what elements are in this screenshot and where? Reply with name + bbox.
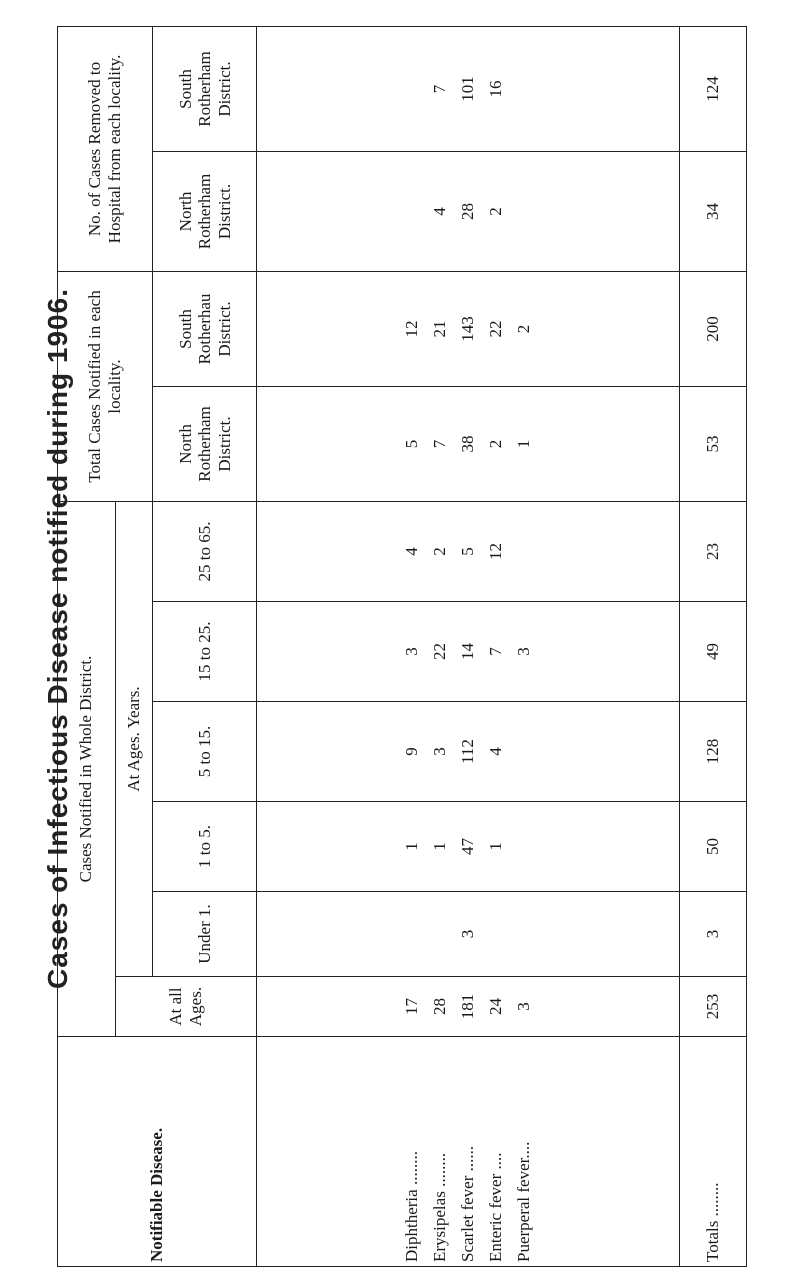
cell-value: 24 [486,998,506,1015]
header-total-south: South Rotherhau District. [153,271,257,386]
cell-value: 14 [458,643,478,660]
cell-value: 2 [486,207,506,216]
cell-value [430,896,450,972]
cell-value: 5 [458,547,478,556]
cell-value: 16 [486,80,506,98]
col-age-1-5 [257,802,679,892]
cell-value: 22 [486,320,506,338]
total-locality-south: 200 [679,271,746,386]
header-whole-district: Cases Notified in Whole District. [58,501,116,1036]
header-age-5-15: 5 to 15. [153,702,257,802]
disease-puerperal-fever: Puerperal fever.... [514,1141,534,1262]
cell-value: 21 [430,320,450,338]
disease-list [402,1041,534,1262]
cell-value: 112 [458,739,478,764]
cell-value: 101 [458,76,478,102]
disease-scarlet-fever: Scarlet fever ...... [458,1145,478,1262]
col-age-15-25 [257,602,679,702]
col-all-ages [257,977,679,1037]
cell-value [486,896,506,972]
totals-label: Totals ........ [679,1037,746,1267]
cell-value: 1 [486,842,506,851]
cell-value [514,896,534,972]
infectious-disease-table [57,26,747,1267]
total-age-25-65: 23 [679,501,746,601]
cell-value: 3 [402,647,422,656]
cell-value: 2 [430,547,450,556]
header-removed-hospital: No. of Cases Removed to Hospital from each locality. [58,26,153,271]
cell-value: 3 [514,647,534,656]
header-age-1-5: 1 to 5. [153,802,257,892]
total-age-15-25: 49 [679,602,746,702]
total-age-5-15: 128 [679,702,746,802]
header-notifiable-disease: Notifiable Disease. [58,1037,257,1267]
cell-value: 7 [430,439,450,449]
disease-list-cell [257,1037,679,1267]
header-total-locality: Total Cases Notified in each locality. [58,271,153,501]
header-age-15-25: 15 to 25. [153,602,257,702]
cell-value: 28 [458,202,478,220]
disease-diphtheria: Diphtheria ........ [402,1151,422,1262]
cell-value: 12 [486,543,506,560]
cell-value: 1 [402,842,422,851]
col-hospital-south [257,26,679,151]
cell-value: 1 [514,439,534,449]
total-locality-north: 53 [679,386,746,501]
cell-value: 1 [430,842,450,851]
col-hospital-north [257,151,679,271]
cell-value: 38 [458,435,478,453]
total-all-ages: 253 [679,977,746,1037]
cell-value: 7 [430,84,450,94]
cell-value: 4 [430,207,450,216]
header-under-1: Under 1. [153,892,257,977]
cell-value: 12 [402,320,422,338]
cell-value: 28 [430,998,450,1015]
header-at-all-ages: At all Ages. [115,977,257,1037]
cell-value: 9 [402,747,422,756]
col-under-1 [257,892,679,977]
cell-value [402,896,422,972]
cell-value [514,706,534,797]
disease-enteric-fever: Enteric fever .... [486,1152,506,1262]
header-hospital-south: South Rotherham District. [153,26,257,151]
header-total-north: North Rotherham District. [153,386,257,501]
col-age-25-65 [257,501,679,601]
cell-value: 3 [458,929,478,939]
cell-value: 17 [402,998,422,1015]
total-hospital-south: 124 [679,26,746,151]
cell-value: 2 [514,324,534,334]
cell-value: 22 [430,643,450,660]
cell-value [514,506,534,597]
header-age-25-65: 25 to 65. [153,501,257,601]
cell-value: 143 [458,316,478,342]
col-total-south [257,271,679,386]
table-wrapper [55,27,800,1267]
col-age-5-15 [257,702,679,802]
page-title: Cases of Infectious Disease notified during 1906. [42,288,73,989]
cell-value: 7 [486,647,506,656]
total-age-1-5: 50 [679,802,746,892]
header-at-ages-years: At Ages. Years. [115,501,153,976]
cell-value: 5 [402,439,422,449]
total-under-1: 3 [679,892,746,977]
cell-value: 3 [514,1002,534,1011]
header-hospital-north: North Rotherham District. [153,151,257,271]
cell-value: 3 [430,747,450,756]
cell-value: 2 [486,439,506,449]
cell-value: 181 [458,993,478,1020]
total-hospital-north: 34 [679,151,746,271]
cell-value: 4 [486,747,506,756]
disease-erysipelas: Erysipelas ........ [430,1152,450,1262]
cell-value: 4 [402,547,422,556]
cell-value: 47 [458,838,478,855]
col-total-north [257,386,679,501]
cell-value [514,806,534,887]
